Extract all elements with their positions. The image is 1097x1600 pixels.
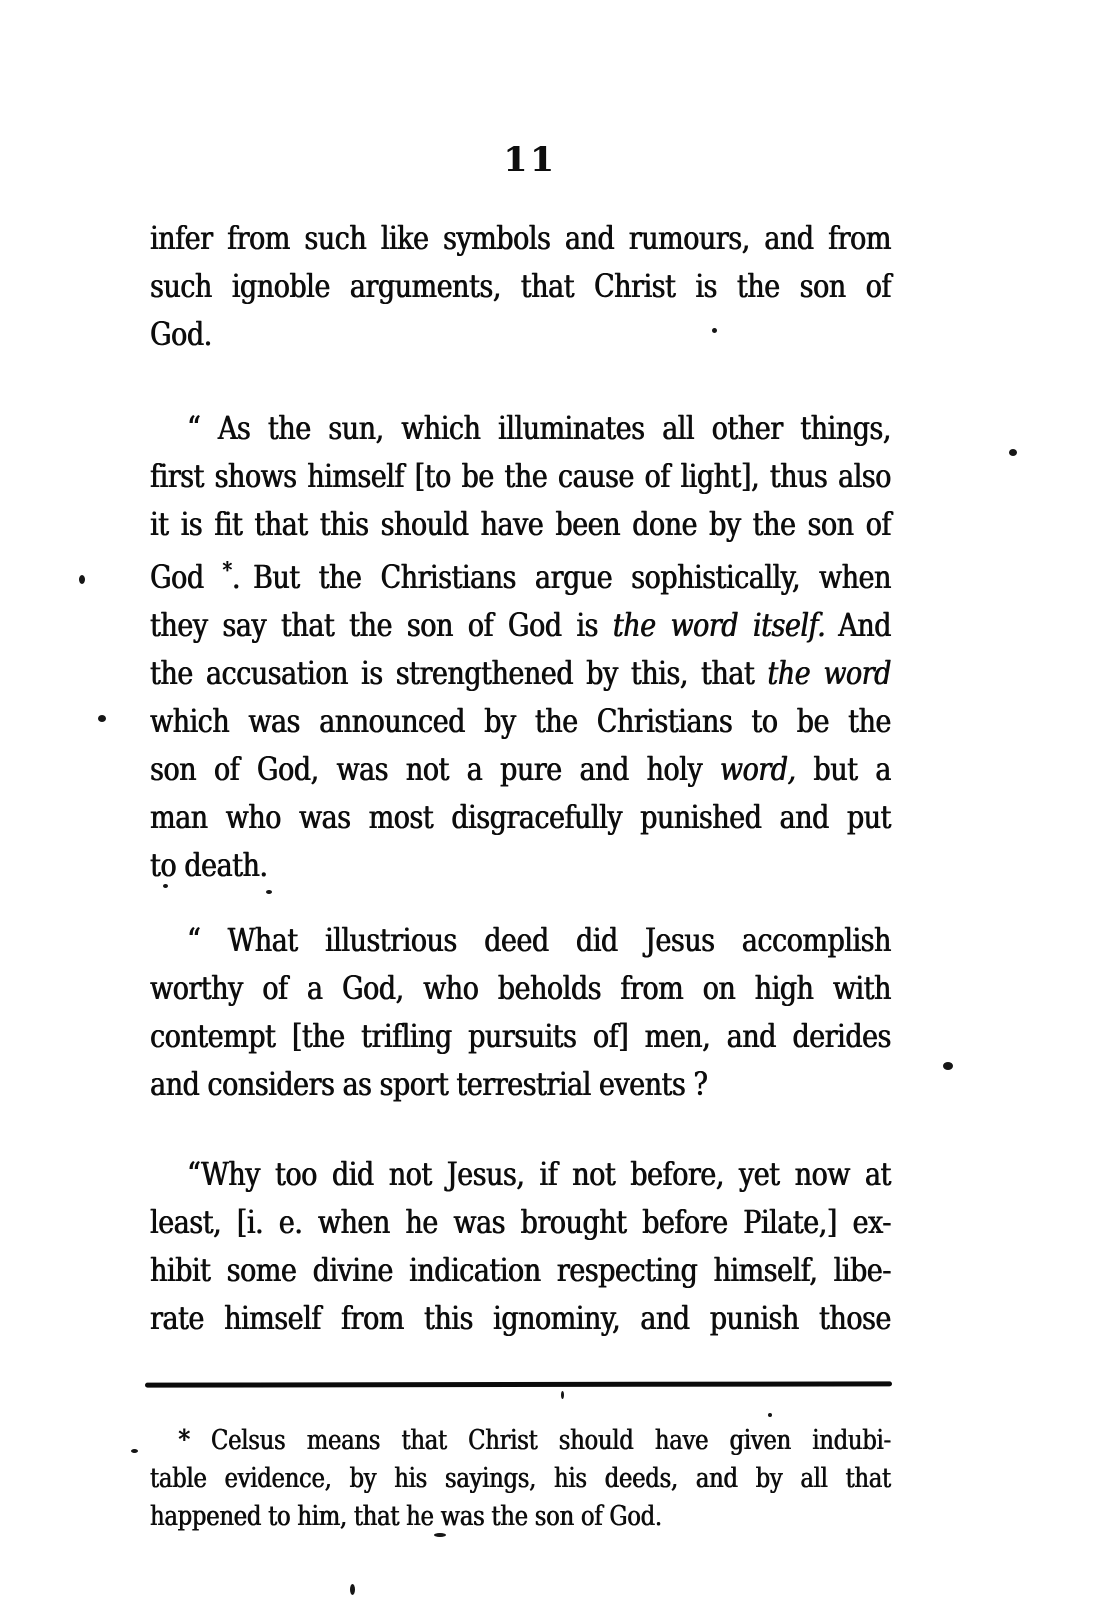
text-line <box>150 745 891 793</box>
text-segment: * <box>222 559 232 584</box>
text-line <box>150 262 891 310</box>
text-segment: * Celsus means that Christ should have given indubi- <box>178 1425 891 1456</box>
text-segment: “ As the sun, which illuminates all other things, <box>186 409 891 447</box>
paragraph-illustrious-deed <box>150 916 1050 1108</box>
footnote-line <box>150 1422 891 1460</box>
italic-text-segment: word, <box>719 750 796 788</box>
text-segment: they say that the son of God is <box>150 606 613 644</box>
text-segment: and considers as sport terrestrial events ? <box>150 1065 708 1103</box>
ink-speck <box>98 715 106 722</box>
footnote-line <box>150 1460 891 1498</box>
text-segment: And <box>825 606 891 644</box>
text-segment: . But the Christians argue sophistically, when <box>231 558 891 596</box>
text-line <box>150 1246 891 1294</box>
text-segment: hibit some divine indication respecting himself, libe- <box>150 1251 891 1289</box>
text-segment: such ignoble arguments, that Christ is the son of <box>150 267 891 305</box>
text-segment: worthy of a God, who beholds from on high with <box>150 969 891 1007</box>
ink-speck <box>163 884 168 888</box>
text-line <box>150 500 891 548</box>
footnote <box>150 1422 1050 1536</box>
text-segment: happened to him, that he was the son of God. <box>150 1501 662 1532</box>
ink-speck <box>434 1533 446 1537</box>
text-segment: son of God, was not a pure and holy <box>150 750 720 788</box>
ink-speck <box>79 575 85 584</box>
ink-speck <box>943 1062 953 1070</box>
text-line <box>150 404 891 452</box>
text-segment: first shows himself [to be the cause of light], thus also <box>150 457 891 495</box>
paragraph-as-the-sun <box>150 404 1050 889</box>
text-line <box>150 1150 891 1198</box>
ink-speck <box>131 1449 138 1453</box>
italic-text-segment: the word <box>767 654 891 692</box>
text-segment: “Why too did not Jesus, if not before, yet now at <box>186 1155 891 1193</box>
ink-speck <box>350 1584 355 1595</box>
text-segment: it is fit that this should have been done by the son of <box>150 505 891 543</box>
text-segment: “ What illustrious deed did Jesus accomplish <box>186 921 891 959</box>
footnote-line <box>150 1498 891 1536</box>
ink-speck <box>561 1391 564 1399</box>
text-segment: least, [i. e. when he was brought before Pilate,] ex- <box>150 1203 891 1241</box>
text-line <box>150 1012 891 1060</box>
text-line <box>150 310 891 358</box>
text-segment: God. <box>150 315 212 353</box>
italic-text-segment: the word itself. <box>612 606 826 644</box>
page-number: 11 <box>503 140 557 180</box>
text-segment: table evidence, by his sayings, his deeds, and by all that <box>150 1463 891 1494</box>
text-segment: which was announced by the Christians to be the <box>150 702 891 740</box>
text-line <box>150 697 891 745</box>
paragraph-why-not-jesus <box>150 1150 1050 1342</box>
footnote-separator-rule <box>145 1381 892 1387</box>
text-segment: God <box>150 558 223 596</box>
text-line <box>150 601 891 649</box>
text-line <box>150 964 891 1012</box>
paragraph-continuation <box>150 214 1050 358</box>
text-line <box>150 649 891 697</box>
text-line <box>150 1198 891 1246</box>
text-line <box>150 1060 891 1108</box>
ink-speck <box>1009 449 1017 456</box>
text-line <box>150 452 891 500</box>
text-segment: but a <box>795 750 891 788</box>
text-line <box>150 841 891 889</box>
ink-speck <box>712 328 717 333</box>
text-segment: to death. <box>150 846 268 884</box>
text-segment: man who was most disgracefully punished and put <box>150 798 891 836</box>
text-segment: the accusation is strengthened by this, that <box>150 654 768 692</box>
text-line <box>150 793 891 841</box>
text-segment: rate himself from this ignominy, and punish those <box>150 1299 891 1337</box>
text-line <box>150 548 891 601</box>
text-segment: contempt [the trifling pursuits of] men, and derides <box>150 1017 891 1055</box>
text-line <box>150 1294 891 1342</box>
text-line <box>150 916 891 964</box>
ink-speck <box>266 890 272 894</box>
text-segment: infer from such like symbols and rumours, and from <box>150 219 891 257</box>
text-line <box>150 214 891 262</box>
ink-speck <box>768 1413 772 1417</box>
